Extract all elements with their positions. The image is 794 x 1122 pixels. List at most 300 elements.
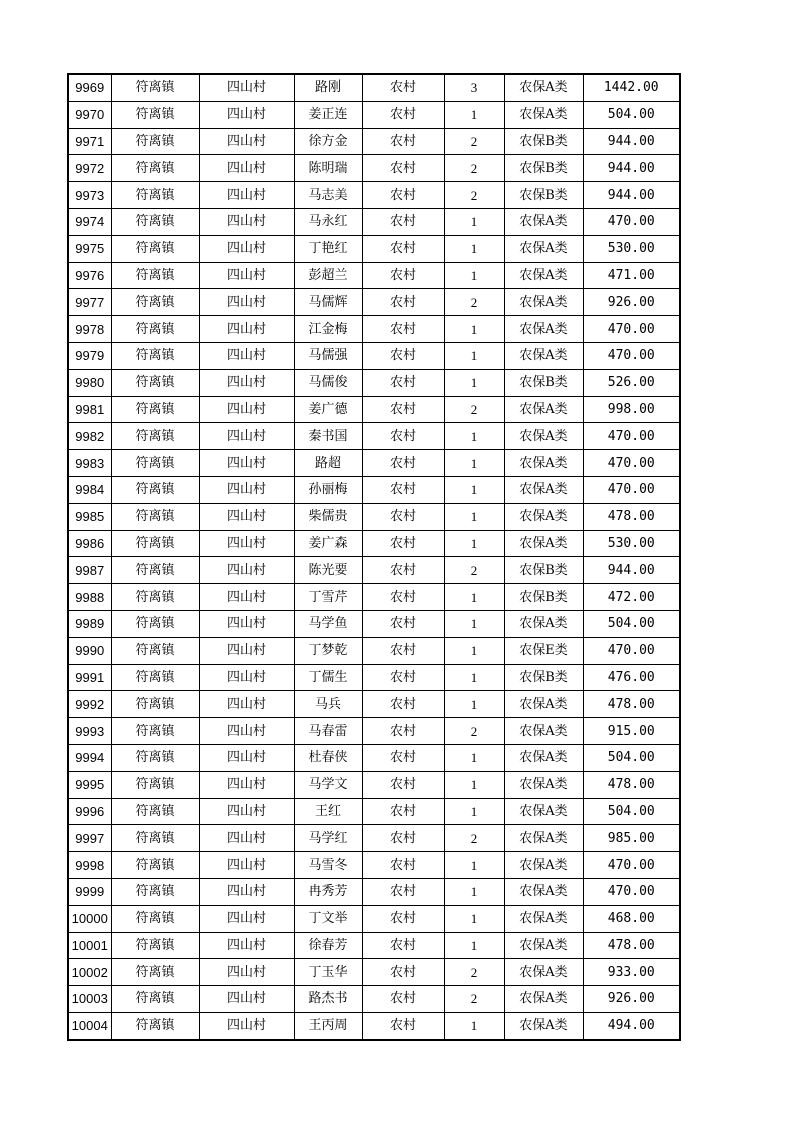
area-type-cell: 农村 (362, 959, 444, 986)
village-cell: 四山村 (199, 182, 294, 209)
area-type-cell: 农村 (362, 771, 444, 798)
insurance-category-cell: 农保A类 (504, 691, 583, 718)
name-cell: 马儒俊 (294, 369, 362, 396)
insurance-category-cell: 农保A类 (504, 208, 583, 235)
table-row (68, 718, 680, 745)
record-number: 9997 (68, 825, 111, 852)
household-count-cell: 1 (444, 235, 504, 262)
town-cell: 符离镇 (111, 878, 199, 905)
name-cell: 徐春芳 (294, 932, 362, 959)
household-count-cell: 1 (444, 664, 504, 691)
name-cell: 柴儒贵 (294, 503, 362, 530)
record-number: 9971 (68, 128, 111, 155)
table-row (68, 986, 680, 1013)
insurance-category-cell: 农保A类 (504, 101, 583, 128)
amount-cell: 530.00 (583, 235, 680, 262)
table-row (68, 530, 680, 557)
insurance-category-cell: 农保E类 (504, 637, 583, 664)
village-cell: 四山村 (199, 1012, 294, 1039)
amount-cell: 478.00 (583, 771, 680, 798)
insurance-category-cell: 农保A类 (504, 396, 583, 423)
village-cell: 四山村 (199, 986, 294, 1013)
area-type-cell: 农村 (362, 128, 444, 155)
name-cell: 陈光要 (294, 557, 362, 584)
town-cell: 符离镇 (111, 450, 199, 477)
town-cell: 符离镇 (111, 289, 199, 316)
village-cell: 四山村 (199, 959, 294, 986)
household-count-cell: 1 (444, 476, 504, 503)
insurance-category-cell: 农保A类 (504, 316, 583, 343)
area-type-cell: 农村 (362, 825, 444, 852)
record-number: 9988 (68, 584, 111, 611)
village-cell: 四山村 (199, 101, 294, 128)
town-cell: 符离镇 (111, 610, 199, 637)
area-type-cell: 农村 (362, 691, 444, 718)
table-row (68, 128, 680, 155)
village-cell: 四山村 (199, 664, 294, 691)
insurance-category-cell: 农保B类 (504, 182, 583, 209)
insurance-category-cell: 农保A类 (504, 825, 583, 852)
town-cell: 符离镇 (111, 396, 199, 423)
name-cell: 马兵 (294, 691, 362, 718)
household-count-cell: 1 (444, 503, 504, 530)
village-cell: 四山村 (199, 289, 294, 316)
town-cell: 符离镇 (111, 905, 199, 932)
roster-table (67, 73, 681, 1041)
amount-cell: 470.00 (583, 208, 680, 235)
name-cell: 马学鱼 (294, 610, 362, 637)
town-cell: 符离镇 (111, 316, 199, 343)
area-type-cell: 农村 (362, 101, 444, 128)
table-row (68, 316, 680, 343)
amount-cell: 1442.00 (583, 74, 680, 101)
area-type-cell: 农村 (362, 74, 444, 101)
record-number: 10002 (68, 959, 111, 986)
village-cell: 四山村 (199, 476, 294, 503)
record-number: 9990 (68, 637, 111, 664)
insurance-category-cell: 农保B类 (504, 584, 583, 611)
name-cell: 杜春侠 (294, 744, 362, 771)
amount-cell: 472.00 (583, 584, 680, 611)
record-number: 9993 (68, 718, 111, 745)
village-cell: 四山村 (199, 771, 294, 798)
name-cell: 马春雷 (294, 718, 362, 745)
household-count-cell: 3 (444, 74, 504, 101)
insurance-category-cell: 农保A类 (504, 342, 583, 369)
area-type-cell: 农村 (362, 503, 444, 530)
amount-cell: 471.00 (583, 262, 680, 289)
table-row (68, 932, 680, 959)
name-cell: 冉秀芳 (294, 878, 362, 905)
village-cell: 四山村 (199, 584, 294, 611)
amount-cell: 944.00 (583, 182, 680, 209)
record-number: 9980 (68, 369, 111, 396)
insurance-category-cell: 农保A类 (504, 744, 583, 771)
town-cell: 符离镇 (111, 852, 199, 879)
household-count-cell: 1 (444, 610, 504, 637)
amount-cell: 470.00 (583, 878, 680, 905)
town-cell: 符离镇 (111, 557, 199, 584)
table-row (68, 476, 680, 503)
household-count-cell: 2 (444, 182, 504, 209)
insurance-category-cell: 农保A类 (504, 878, 583, 905)
town-cell: 符离镇 (111, 369, 199, 396)
household-count-cell: 1 (444, 878, 504, 905)
name-cell: 陈明瑞 (294, 155, 362, 182)
record-number: 9983 (68, 450, 111, 477)
record-number: 9979 (68, 342, 111, 369)
village-cell: 四山村 (199, 235, 294, 262)
town-cell: 符离镇 (111, 101, 199, 128)
insurance-category-cell: 农保B类 (504, 664, 583, 691)
household-count-cell: 1 (444, 691, 504, 718)
name-cell: 马志美 (294, 182, 362, 209)
town-cell: 符离镇 (111, 182, 199, 209)
area-type-cell: 农村 (362, 369, 444, 396)
table-row (68, 744, 680, 771)
town-cell: 符离镇 (111, 530, 199, 557)
area-type-cell: 农村 (362, 423, 444, 450)
household-count-cell: 2 (444, 825, 504, 852)
table-row (68, 878, 680, 905)
town-cell: 符离镇 (111, 932, 199, 959)
table-row (68, 450, 680, 477)
village-cell: 四山村 (199, 208, 294, 235)
insurance-category-cell: 农保A类 (504, 798, 583, 825)
town-cell: 符离镇 (111, 128, 199, 155)
town-cell: 符离镇 (111, 771, 199, 798)
name-cell: 马儒强 (294, 342, 362, 369)
name-cell: 秦书国 (294, 423, 362, 450)
amount-cell: 504.00 (583, 744, 680, 771)
village-cell: 四山村 (199, 530, 294, 557)
record-number: 9969 (68, 74, 111, 101)
record-number: 9978 (68, 316, 111, 343)
town-cell: 符离镇 (111, 74, 199, 101)
table-row (68, 771, 680, 798)
amount-cell: 933.00 (583, 959, 680, 986)
household-count-cell: 1 (444, 798, 504, 825)
town-cell: 符离镇 (111, 584, 199, 611)
household-count-cell: 1 (444, 1012, 504, 1039)
insurance-category-cell: 农保A类 (504, 235, 583, 262)
amount-cell: 944.00 (583, 557, 680, 584)
area-type-cell: 农村 (362, 476, 444, 503)
household-count-cell: 1 (444, 369, 504, 396)
village-cell: 四山村 (199, 503, 294, 530)
amount-cell: 468.00 (583, 905, 680, 932)
record-number: 10003 (68, 986, 111, 1013)
area-type-cell: 农村 (362, 289, 444, 316)
table-row (68, 637, 680, 664)
household-count-cell: 1 (444, 342, 504, 369)
household-count-cell: 1 (444, 905, 504, 932)
household-count-cell: 1 (444, 852, 504, 879)
record-number: 9982 (68, 423, 111, 450)
insurance-category-cell: 农保A类 (504, 852, 583, 879)
insurance-category-cell: 农保A类 (504, 986, 583, 1013)
village-cell: 四山村 (199, 450, 294, 477)
household-count-cell: 2 (444, 986, 504, 1013)
name-cell: 马永红 (294, 208, 362, 235)
village-cell: 四山村 (199, 637, 294, 664)
record-number: 10004 (68, 1012, 111, 1039)
town-cell: 符离镇 (111, 1012, 199, 1039)
amount-cell: 985.00 (583, 825, 680, 852)
town-cell: 符离镇 (111, 825, 199, 852)
amount-cell: 478.00 (583, 691, 680, 718)
record-number: 9996 (68, 798, 111, 825)
amount-cell: 944.00 (583, 155, 680, 182)
name-cell: 王红 (294, 798, 362, 825)
town-cell: 符离镇 (111, 208, 199, 235)
household-count-cell: 1 (444, 530, 504, 557)
name-cell: 丁玉华 (294, 959, 362, 986)
name-cell: 马儒辉 (294, 289, 362, 316)
area-type-cell: 农村 (362, 664, 444, 691)
amount-cell: 470.00 (583, 423, 680, 450)
town-cell: 符离镇 (111, 744, 199, 771)
table-row (68, 423, 680, 450)
table-row (68, 557, 680, 584)
name-cell: 姜正连 (294, 101, 362, 128)
name-cell: 丁儒生 (294, 664, 362, 691)
record-number: 9977 (68, 289, 111, 316)
insurance-category-cell: 农保A类 (504, 450, 583, 477)
village-cell: 四山村 (199, 396, 294, 423)
area-type-cell: 农村 (362, 1012, 444, 1039)
insurance-category-cell: 农保B类 (504, 557, 583, 584)
household-count-cell: 2 (444, 128, 504, 155)
town-cell: 符离镇 (111, 691, 199, 718)
record-number: 9975 (68, 235, 111, 262)
insurance-category-cell: 农保A类 (504, 423, 583, 450)
name-cell: 丁梦乾 (294, 637, 362, 664)
name-cell: 姜广德 (294, 396, 362, 423)
area-type-cell: 农村 (362, 744, 444, 771)
table-row (68, 262, 680, 289)
record-number: 9999 (68, 878, 111, 905)
town-cell: 符离镇 (111, 423, 199, 450)
area-type-cell: 农村 (362, 852, 444, 879)
village-cell: 四山村 (199, 74, 294, 101)
village-cell: 四山村 (199, 155, 294, 182)
name-cell: 姜广森 (294, 530, 362, 557)
area-type-cell: 农村 (362, 637, 444, 664)
record-number: 9974 (68, 208, 111, 235)
name-cell: 丁艳红 (294, 235, 362, 262)
town-cell: 符离镇 (111, 718, 199, 745)
table-row (68, 503, 680, 530)
insurance-category-cell: 农保A类 (504, 610, 583, 637)
name-cell: 丁雪芹 (294, 584, 362, 611)
village-cell: 四山村 (199, 691, 294, 718)
record-number: 10001 (68, 932, 111, 959)
table-row (68, 182, 680, 209)
area-type-cell: 农村 (362, 878, 444, 905)
town-cell: 符离镇 (111, 235, 199, 262)
insurance-category-cell: 农保A类 (504, 905, 583, 932)
record-number: 9972 (68, 155, 111, 182)
area-type-cell: 农村 (362, 182, 444, 209)
household-count-cell: 1 (444, 262, 504, 289)
village-cell: 四山村 (199, 262, 294, 289)
town-cell: 符离镇 (111, 262, 199, 289)
insurance-category-cell: 农保A类 (504, 718, 583, 745)
insurance-category-cell: 农保A类 (504, 530, 583, 557)
household-count-cell: 2 (444, 155, 504, 182)
amount-cell: 470.00 (583, 450, 680, 477)
table-row (68, 825, 680, 852)
amount-cell: 470.00 (583, 476, 680, 503)
name-cell: 彭超兰 (294, 262, 362, 289)
village-cell: 四山村 (199, 744, 294, 771)
name-cell: 路杰书 (294, 986, 362, 1013)
amount-cell: 504.00 (583, 798, 680, 825)
area-type-cell: 农村 (362, 208, 444, 235)
town-cell: 符离镇 (111, 986, 199, 1013)
table-row (68, 905, 680, 932)
household-count-cell: 1 (444, 744, 504, 771)
name-cell: 孙丽梅 (294, 476, 362, 503)
area-type-cell: 农村 (362, 530, 444, 557)
town-cell: 符离镇 (111, 503, 199, 530)
record-number: 9973 (68, 182, 111, 209)
name-cell: 路超 (294, 450, 362, 477)
table-row (68, 369, 680, 396)
table-row (68, 155, 680, 182)
name-cell: 徐方金 (294, 128, 362, 155)
amount-cell: 915.00 (583, 718, 680, 745)
area-type-cell: 农村 (362, 718, 444, 745)
table-row (68, 101, 680, 128)
village-cell: 四山村 (199, 798, 294, 825)
amount-cell: 530.00 (583, 530, 680, 557)
amount-cell: 526.00 (583, 369, 680, 396)
record-number: 9989 (68, 610, 111, 637)
village-cell: 四山村 (199, 610, 294, 637)
name-cell: 丁文举 (294, 905, 362, 932)
household-count-cell: 2 (444, 959, 504, 986)
village-cell: 四山村 (199, 932, 294, 959)
town-cell: 符离镇 (111, 637, 199, 664)
town-cell: 符离镇 (111, 798, 199, 825)
table-row (68, 852, 680, 879)
town-cell: 符离镇 (111, 342, 199, 369)
amount-cell: 944.00 (583, 128, 680, 155)
record-number: 9991 (68, 664, 111, 691)
record-number: 9986 (68, 530, 111, 557)
name-cell: 王丙周 (294, 1012, 362, 1039)
amount-cell: 926.00 (583, 289, 680, 316)
area-type-cell: 农村 (362, 396, 444, 423)
area-type-cell: 农村 (362, 986, 444, 1013)
insurance-category-cell: 农保B类 (504, 128, 583, 155)
record-number: 9994 (68, 744, 111, 771)
insurance-category-cell: 农保A类 (504, 771, 583, 798)
record-number: 9984 (68, 476, 111, 503)
village-cell: 四山村 (199, 369, 294, 396)
record-number: 9985 (68, 503, 111, 530)
insurance-category-cell: 农保A类 (504, 959, 583, 986)
table-row (68, 691, 680, 718)
town-cell: 符离镇 (111, 664, 199, 691)
amount-cell: 470.00 (583, 637, 680, 664)
household-count-cell: 1 (444, 932, 504, 959)
household-count-cell: 1 (444, 450, 504, 477)
area-type-cell: 农村 (362, 557, 444, 584)
insurance-category-cell: 农保A类 (504, 932, 583, 959)
household-count-cell: 2 (444, 289, 504, 316)
household-count-cell: 2 (444, 396, 504, 423)
area-type-cell: 农村 (362, 342, 444, 369)
table-row (68, 610, 680, 637)
table-row (68, 208, 680, 235)
insurance-category-cell: 农保B类 (504, 369, 583, 396)
village-cell: 四山村 (199, 905, 294, 932)
record-number: 9987 (68, 557, 111, 584)
table-row (68, 664, 680, 691)
amount-cell: 504.00 (583, 610, 680, 637)
record-number: 9976 (68, 262, 111, 289)
household-count-cell: 1 (444, 584, 504, 611)
table-row (68, 342, 680, 369)
area-type-cell: 农村 (362, 905, 444, 932)
amount-cell: 494.00 (583, 1012, 680, 1039)
record-number: 9970 (68, 101, 111, 128)
area-type-cell: 农村 (362, 316, 444, 343)
table-row (68, 289, 680, 316)
village-cell: 四山村 (199, 878, 294, 905)
area-type-cell: 农村 (362, 584, 444, 611)
amount-cell: 998.00 (583, 396, 680, 423)
roster-body (68, 74, 680, 1040)
name-cell: 马学红 (294, 825, 362, 852)
amount-cell: 476.00 (583, 664, 680, 691)
area-type-cell: 农村 (362, 932, 444, 959)
area-type-cell: 农村 (362, 235, 444, 262)
town-cell: 符离镇 (111, 155, 199, 182)
table-row (68, 74, 680, 101)
amount-cell: 478.00 (583, 932, 680, 959)
table-row (68, 1012, 680, 1039)
table-row (68, 798, 680, 825)
village-cell: 四山村 (199, 128, 294, 155)
insurance-category-cell: 农保A类 (504, 1012, 583, 1039)
amount-cell: 926.00 (583, 986, 680, 1013)
insurance-category-cell: 农保A类 (504, 289, 583, 316)
record-number: 9995 (68, 771, 111, 798)
record-number: 9981 (68, 396, 111, 423)
insurance-category-cell: 农保A类 (504, 74, 583, 101)
record-number: 9998 (68, 852, 111, 879)
name-cell: 马雪冬 (294, 852, 362, 879)
insurance-category-cell: 农保A类 (504, 503, 583, 530)
village-cell: 四山村 (199, 342, 294, 369)
village-cell: 四山村 (199, 825, 294, 852)
amount-cell: 470.00 (583, 342, 680, 369)
area-type-cell: 农村 (362, 155, 444, 182)
household-count-cell: 2 (444, 557, 504, 584)
insurance-category-cell: 农保A类 (504, 476, 583, 503)
record-number: 9992 (68, 691, 111, 718)
name-cell: 路刚 (294, 74, 362, 101)
area-type-cell: 农村 (362, 450, 444, 477)
town-cell: 符离镇 (111, 476, 199, 503)
village-cell: 四山村 (199, 852, 294, 879)
amount-cell: 470.00 (583, 316, 680, 343)
name-cell: 江金梅 (294, 316, 362, 343)
